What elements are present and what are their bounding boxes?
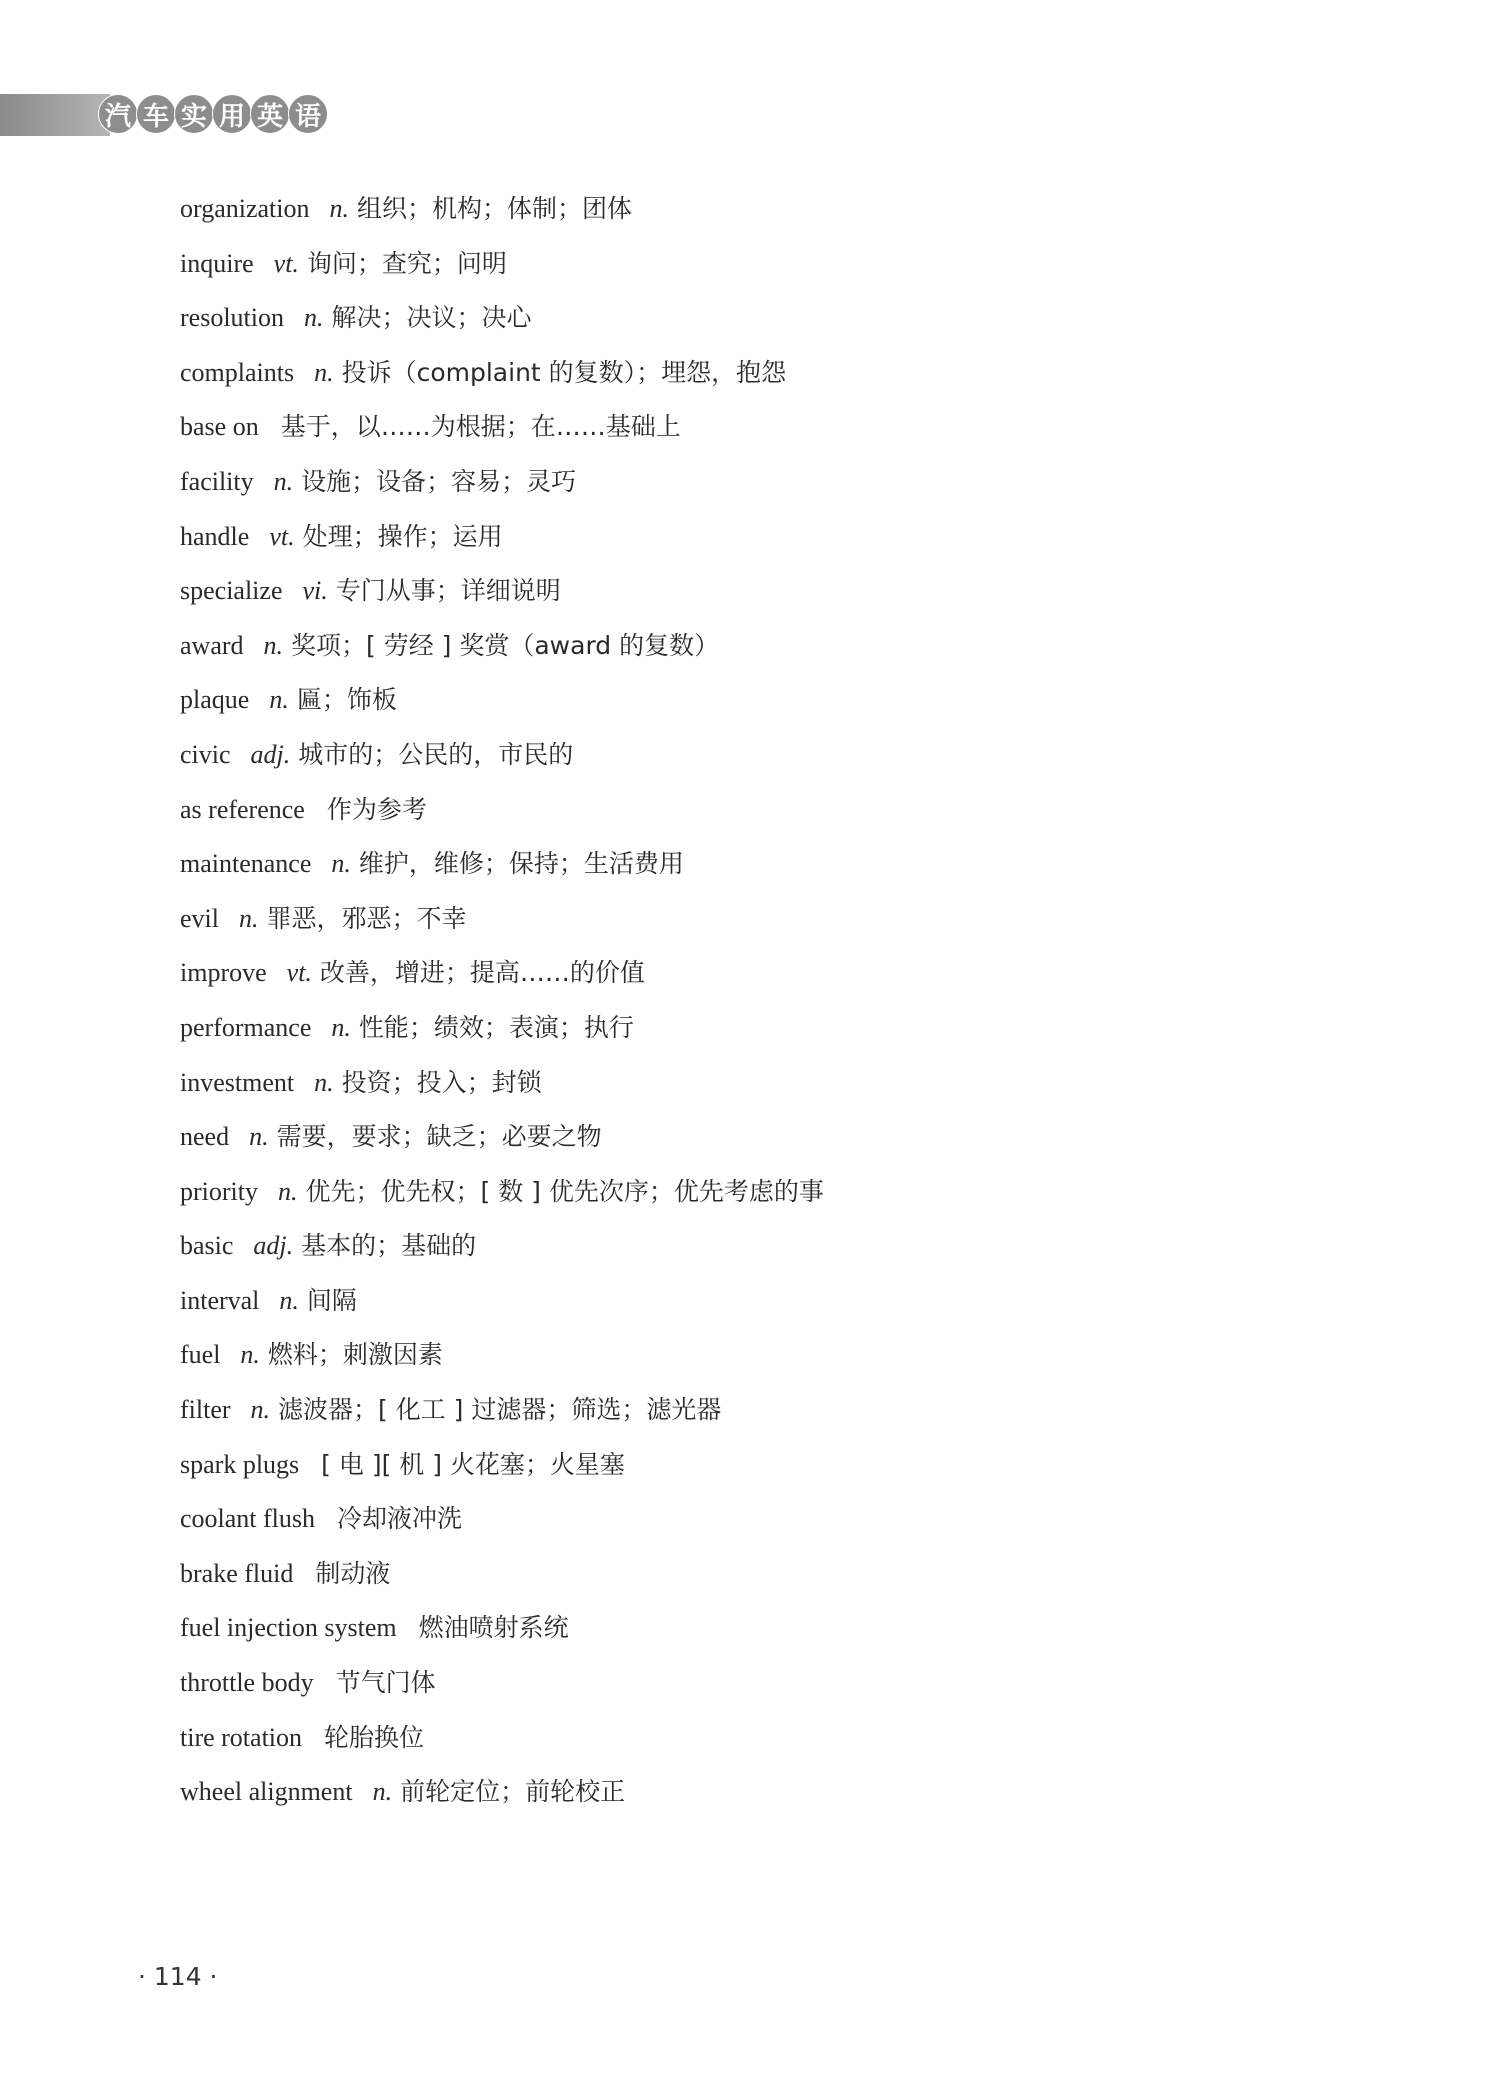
vocab-term: resolution	[180, 303, 284, 333]
vocab-entry	[180, 1722, 1280, 1780]
vocab-term: evil	[180, 903, 219, 933]
vocab-term: base on	[180, 412, 259, 442]
vocab-definition: 节气门体	[335, 1668, 436, 1698]
vocab-entry	[180, 1124, 1280, 1179]
vocab-definition: 作为参考	[326, 794, 427, 824]
vocab-term: civic	[180, 739, 231, 769]
vocab-entry	[180, 1012, 1280, 1070]
vocab-definition: 城市的；公民的，市民的	[298, 739, 574, 769]
vocab-definition: 轮胎换位	[324, 1722, 425, 1752]
part-of-speech: n.	[263, 630, 284, 660]
vocab-definition: 奖项；[ 劳经 ] 奖赏（award 的复数）	[291, 630, 720, 660]
part-of-speech: vt.	[269, 521, 295, 551]
part-of-speech: n.	[273, 466, 294, 496]
part-of-speech: n.	[278, 1176, 298, 1206]
vocab-term: priority	[180, 1176, 258, 1206]
vocab-entry	[180, 1779, 1280, 1834]
part-of-speech: adj.	[253, 1231, 294, 1261]
title-char: 实	[174, 94, 214, 134]
part-of-speech: n.	[372, 1777, 393, 1807]
vocab-entry	[180, 357, 1280, 415]
vocab-definition: 投资；投入；封锁	[341, 1067, 542, 1097]
vocab-term: maintenance	[180, 849, 312, 879]
vocab-definition: 燃料；刺激因素	[267, 1340, 443, 1370]
vocab-definition: 维护，维修；保持；生活费用	[358, 849, 684, 879]
title-char: 英	[250, 94, 290, 134]
vocab-entry	[180, 521, 1280, 579]
vocab-definition: 改善，增进；提高……的价值	[319, 958, 645, 988]
vocab-term: interval	[180, 1285, 260, 1315]
vocab-definition: 组织；机构；体制；团体	[356, 194, 632, 223]
vocab-entry	[180, 1615, 1280, 1670]
vocab-definition: 基本的；基础的	[301, 1231, 477, 1261]
vocab-term: as reference	[180, 794, 305, 824]
title-char: 汽	[98, 94, 138, 134]
vocab-term: fuel injection system	[180, 1613, 397, 1643]
part-of-speech: n.	[239, 903, 259, 933]
vocab-definition: 间隔	[306, 1285, 357, 1315]
vocab-entry	[180, 739, 1280, 797]
vocab-entry	[180, 1449, 1280, 1507]
vocab-term: need	[180, 1122, 230, 1152]
vocab-term: filter	[180, 1395, 231, 1425]
vocab-entry	[180, 687, 1280, 742]
vocab-term: fuel	[180, 1340, 221, 1370]
vocab-definition: 询问；查究；问明	[306, 248, 507, 278]
vocab-term: organization	[180, 194, 310, 223]
vocab-entry	[180, 578, 1280, 633]
vocab-term: coolant flush	[180, 1504, 316, 1534]
vocab-definition: 解决；决议；决心	[331, 303, 532, 333]
vocab-term: wheel alignment	[180, 1777, 353, 1807]
vocab-term: inquire	[180, 248, 254, 278]
vocab-term: investment	[180, 1067, 295, 1097]
vocab-definition: [ 电 ][ 机 ] 火花塞；火星塞	[321, 1449, 625, 1479]
vocab-term: improve	[180, 958, 267, 988]
vocab-entry	[180, 1506, 1280, 1561]
vocab-entry	[180, 196, 1280, 251]
vocabulary-list	[180, 196, 1280, 1834]
vocab-entry	[180, 248, 1280, 306]
vocab-entry	[180, 466, 1280, 524]
vocab-definition: 前轮定位；前轮校正	[400, 1777, 626, 1807]
vocab-definition: 制动液	[315, 1558, 391, 1588]
book-title	[98, 94, 326, 134]
part-of-speech: n.	[279, 1285, 299, 1315]
vocab-entry	[180, 1285, 1280, 1343]
title-char: 用	[212, 94, 252, 134]
vocab-definition: 燃油喷射系统	[418, 1613, 569, 1643]
vocab-definition: 需要，要求；缺乏；必要之物	[276, 1122, 602, 1152]
title-char: 语	[288, 94, 328, 134]
vocab-definition: 优先；优先权；[ 数 ] 优先次序；优先考虑的事	[305, 1176, 824, 1206]
part-of-speech: n.	[304, 303, 324, 333]
vocab-entry	[180, 851, 1280, 906]
vocab-term: award	[180, 630, 244, 660]
vocab-term: complaints	[180, 357, 295, 387]
vocab-entry	[180, 903, 1280, 961]
vocab-definition: 基于，以……为根据；在……基础上	[280, 412, 681, 442]
vocab-term: spark plugs	[180, 1449, 300, 1479]
part-of-speech: vt.	[273, 248, 299, 278]
vocab-entry	[180, 794, 1280, 852]
vocab-entry	[180, 414, 1280, 469]
vocab-definition: 投诉（complaint 的复数）；埋怨，抱怨	[341, 357, 787, 387]
vocab-term: performance	[180, 1012, 312, 1042]
vocab-entry	[180, 305, 1280, 360]
running-header	[0, 94, 360, 136]
vocab-term: handle	[180, 521, 250, 551]
vocab-entry	[180, 1067, 1280, 1125]
part-of-speech: n.	[250, 1395, 271, 1425]
vocab-definition: 滤波器；[ 化工 ] 过滤器；筛选；滤光器	[278, 1395, 722, 1425]
title-char: 车	[136, 94, 176, 134]
vocab-term: basic	[180, 1231, 234, 1261]
vocab-entry	[180, 960, 1280, 1015]
vocab-entry	[180, 1233, 1280, 1288]
vocab-entry	[180, 1558, 1280, 1616]
part-of-speech: vi.	[302, 576, 328, 606]
vocab-entry	[180, 1176, 1280, 1234]
vocab-entry	[180, 1397, 1280, 1452]
vocab-definition: 处理；操作；运用	[302, 521, 503, 551]
header-bar	[0, 94, 110, 136]
part-of-speech: n.	[314, 1067, 334, 1097]
part-of-speech: n.	[249, 1122, 269, 1152]
vocab-term: facility	[180, 466, 254, 496]
vocab-term: specialize	[180, 576, 283, 606]
vocab-definition: 冷却液冲洗	[337, 1504, 463, 1534]
part-of-speech: n.	[240, 1340, 260, 1370]
vocab-definition: 匾；饰板	[296, 685, 397, 715]
part-of-speech: n.	[331, 849, 351, 879]
part-of-speech: adj.	[250, 739, 291, 769]
vocab-definition: 专门从事；详细说明	[335, 576, 561, 606]
part-of-speech: n.	[269, 685, 289, 715]
vocab-definition: 设施；设备；容易；灵巧	[301, 466, 577, 496]
vocab-entry	[180, 1670, 1280, 1725]
part-of-speech: n.	[329, 194, 349, 223]
vocab-term: tire rotation	[180, 1722, 303, 1752]
part-of-speech: n.	[331, 1012, 351, 1042]
vocab-term: plaque	[180, 685, 250, 715]
vocab-term: throttle body	[180, 1668, 314, 1698]
vocab-entry	[180, 1342, 1280, 1397]
vocab-definition: 罪恶，邪恶；不幸	[266, 903, 467, 933]
part-of-speech: vt.	[286, 958, 312, 988]
vocab-term: brake fluid	[180, 1558, 294, 1588]
part-of-speech: n.	[314, 357, 334, 387]
page-number: · 114 ·	[138, 1962, 218, 1991]
vocab-definition: 性能；绩效；表演；执行	[358, 1012, 634, 1042]
vocab-entry	[180, 630, 1280, 688]
